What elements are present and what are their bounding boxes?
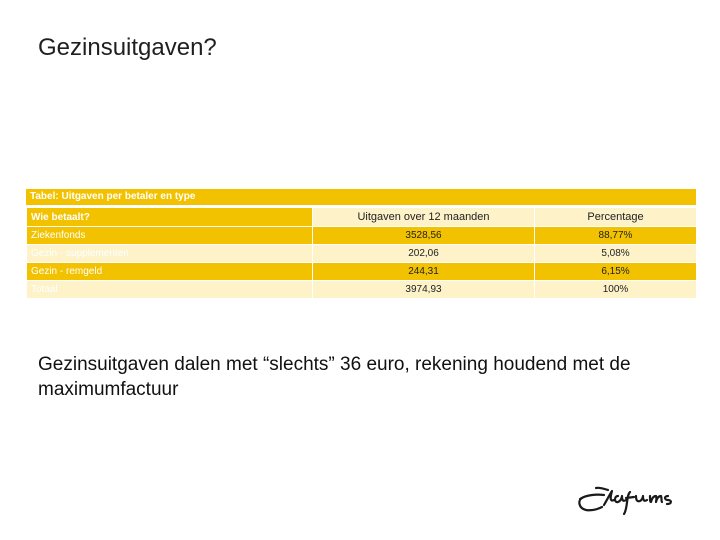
row-amount: 244,31 bbox=[313, 263, 535, 281]
row-percentage: 6,15% bbox=[535, 263, 697, 281]
header-percentage: Percentage bbox=[535, 208, 697, 227]
row-percentage: 5,08% bbox=[535, 245, 697, 263]
row-label: Gezin - supplementen bbox=[27, 245, 313, 263]
header-payer: Wie betaalt? bbox=[27, 208, 313, 227]
table-header-row bbox=[27, 208, 697, 227]
row-label: Ziekenfonds bbox=[27, 227, 313, 245]
row-label: Gezin - remgeld bbox=[27, 263, 313, 281]
slide-body-text: Gezinsuitgaven dalen met “slechts” 36 euro, rekening houdend met de maximumfactuur bbox=[38, 354, 631, 400]
row-percentage: 88,77% bbox=[535, 227, 697, 245]
row-label: Totaal bbox=[27, 281, 313, 299]
expense-table bbox=[26, 189, 696, 299]
table-row bbox=[27, 263, 697, 281]
table-row bbox=[27, 281, 697, 299]
table-caption: Tabel: Uitgaven per betaler en type bbox=[26, 189, 696, 207]
table-row bbox=[27, 227, 697, 245]
table-row bbox=[27, 245, 697, 263]
erasmus-signature-logo-icon bbox=[574, 478, 686, 527]
slide-title: Gezinsuitgaven? bbox=[38, 34, 217, 61]
row-amount: 202,06 bbox=[313, 245, 535, 263]
row-amount: 3974,93 bbox=[313, 281, 535, 299]
header-amount: Uitgaven over 12 maanden bbox=[313, 208, 535, 227]
row-amount: 3528,56 bbox=[313, 227, 535, 245]
row-percentage: 100% bbox=[535, 281, 697, 299]
